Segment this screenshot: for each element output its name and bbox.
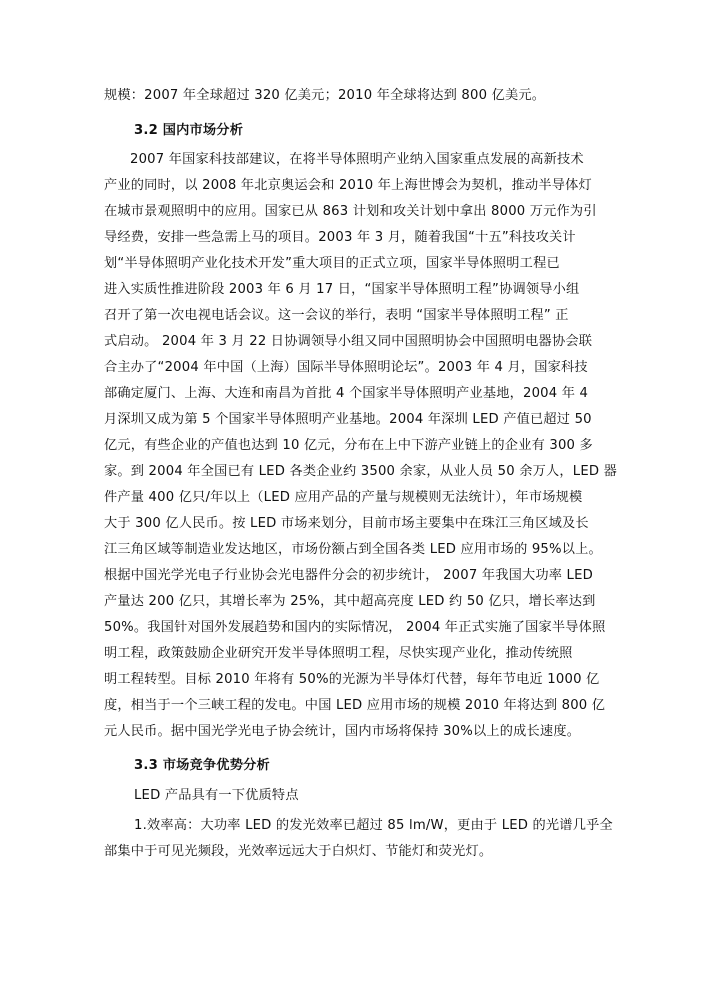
paragraph-line: 件产量 400 亿只/年以上（LED 应用产品的产量与规模则无法统计），年市场规模 [104, 490, 583, 505]
paragraph-line: 划“半导体照明产业化技术开发”重大项目的正式立项，国家半导体照明工程已 [104, 256, 560, 271]
paragraph-line: 2007 年国家科技部建议，在将半导体照明产业纳入国家重点发展的高新技术 [130, 152, 584, 167]
paragraph-line: 1.效率高：大功率 LED 的发光效率已超过 85 lm/W，更由于 LED 的光谱几乎全 [134, 818, 613, 833]
paragraph-line: 在城市景观照明中的应用。国家已从 863 计划和攻关计划中拿出 8000 万元作为引 [104, 204, 597, 219]
paragraph-line: 产量达 200 亿只，其增长率为 25%，其中超高亮度 LED 约 50 亿只，增长率达到 [104, 594, 596, 609]
paragraph-line: 亿元，有些企业的产值也达到 10 亿元，分布在上中下游产业链上的企业有 300 多 [104, 438, 593, 453]
paragraph-line: 元人民币。据中国光学光电子协会统计，国内市场将保持 30%以上的成长速度。 [104, 724, 581, 739]
paragraph-line: 产业的同时，以 2008 年北京奥运会和 2010 年上海世博会为契机，推动半导体灯 [104, 178, 592, 193]
paragraph-line: 50%。我国针对国外发展趋势和国内的实际情况， 2004 年正式实施了国家半导体照 [104, 620, 606, 635]
paragraph-line: 召开了第一次电视电话会议。这一会议的举行，表明 “国家半导体照明工程” 正 [104, 308, 569, 323]
paragraph-line: 江三角区域等制造业发达地区，市场份额占到全国各类 LED 应用市场的 95%以上。 [104, 542, 602, 557]
section-3-2-heading: 3.2 国内市场分析 [134, 123, 244, 138]
paragraph-line: 合主办了“2004 年中国（上海）国际半导体照明论坛”。2003 年 4 月，国家科技 [104, 360, 588, 375]
paragraph-line: 根据中国光学光电子行业协会光电器件分会的初步统计， 2007 年我国大功率 LED [104, 568, 593, 583]
paragraph-line: LED 产品具有一下优质特点 [134, 788, 299, 803]
section-3-3-heading: 3.3 市场竞争优势分析 [134, 758, 270, 773]
paragraph-line: 明工程，政策鼓励企业研究开发半导体照明工程，尽快实现产业化，推动传统照 [104, 646, 573, 661]
paragraph-line: 导经费，安排一些急需上马的项目。2003 年 3 月，随着我国“十五”科技攻关计 [104, 230, 576, 245]
paragraph-line: 进入实质性推进阶段 2003 年 6 月 17 日，“国家半导体照明工程”协调领导小组 [104, 282, 580, 297]
paragraph-line: 部确定厦门、上海、大连和南昌为首批 4 个国家半导体照明产业基地，2004 年 4 [104, 386, 589, 401]
paragraph-line: 明工程转型。目标 2010 年将有 50%的光源为半导体灯代替，每年节电近 1000 亿 [104, 672, 600, 687]
paragraph-line: 部集中于可见光频段，光效率远远大于白炽灯、节能灯和荧光灯。 [104, 844, 493, 859]
paragraph-line: 大于 300 亿人民币。按 LED 市场来划分，目前市场主要集中在珠江三角区域及长 [104, 516, 589, 531]
paragraph-line: 月深圳又成为第 5 个国家半导体照明产业基地。2004 年深圳 LED 产值已超过 50 [104, 412, 592, 427]
paragraph-line: 度，相当于一个三峡工程的发电。中国 LED 应用市场的规模 2010 年将达到 800 亿 [104, 698, 606, 713]
paragraph-line: 式启动。 2004 年 3 月 22 日协调领导小组又同中国照明协会中国照明电器协会联 [104, 334, 593, 349]
paragraph-line: 家。到 2004 年全国已有 LED 各类企业约 3500 余家，从业人员 50 余万人，LED 器 [104, 464, 617, 479]
intro-line: 规模：2007 年全球超过 320 亿美元；2010 年全球将达到 800 亿美元。 [104, 88, 546, 103]
